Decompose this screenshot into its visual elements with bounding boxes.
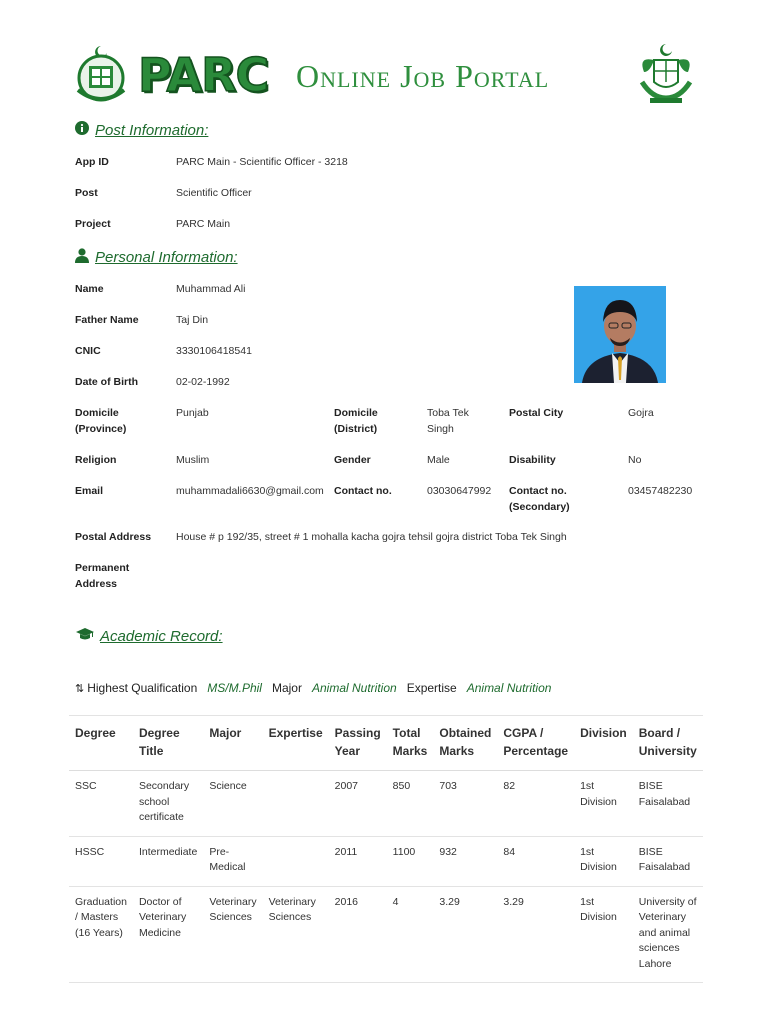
col-cgpa: CGPA / Percentage [497,716,574,771]
postal-address-label: Postal Address [75,531,152,543]
cell-total: 850 [387,771,434,837]
cell-degree: HSSC [69,836,133,886]
cell-major: Veterinary Sciences [203,886,262,983]
cell-division: 1st Division [574,836,633,886]
app-id-label: App ID [75,156,109,168]
major-label: Major [271,681,302,695]
info-icon [75,121,89,139]
highest-qualification-bar [75,681,551,695]
cell-major: Pre-Medical [203,836,262,886]
contact-secondary-label: Contact no. (Secondary) [509,485,570,513]
contact-value: 03030647992 [427,485,492,497]
cell-year: 2007 [329,771,387,837]
applicant-photo [574,286,666,383]
academic-table-wrap [69,715,699,983]
post-value: Scientific Officer [176,187,252,199]
cell-expertise [263,771,329,837]
academic-heading [76,628,223,645]
cell-major: Science [203,771,262,837]
domicile-district-value: Toba Tek Singh [427,407,469,435]
major-value: Animal Nutrition [311,681,397,695]
sort-icon: ⇅ [75,682,85,695]
name-label: Name [75,283,104,295]
personal-info-heading [75,248,238,267]
cell-division: 1st Division [574,886,633,983]
table-row [69,771,703,837]
academic-table [69,715,703,983]
cell-board: BISE Faisalabad [633,771,703,837]
post-info-title: Post Information: [95,121,209,139]
religion-label: Religion [75,454,117,466]
contact-label: Contact no. [334,485,392,497]
cell-cgpa: 82 [497,771,574,837]
cell-expertise [263,836,329,886]
col-total-marks: Total Marks [387,716,434,771]
col-major: Major [203,716,262,771]
cell-degree: SSC [69,771,133,837]
cell-degree-title: Intermediate [133,836,203,886]
cell-expertise: Veterinary Sciences [263,886,329,983]
religion-value: Muslim [176,454,210,466]
dob-label: Date of Birth [75,376,138,388]
permanent-address-label: Permanent Address [75,562,130,590]
cell-degree-title: Secondary school certificate [133,771,203,837]
postal-city-value: Gojra [628,407,654,419]
domicile-district-label: Domicile (District) [334,407,378,435]
col-obtained-marks: Obtained Marks [433,716,497,771]
expertise-value: Animal Nutrition [466,681,552,695]
col-board: Board / University [633,716,703,771]
expertise-label: Expertise [406,681,457,695]
portal-title: Online Job Portal [296,58,550,94]
email-value: muhammadali6630@gmail.com [176,485,324,497]
table-header-row [69,716,703,771]
domicile-province-value: Punjab [176,407,209,419]
contact-secondary-value: 03457482230 [628,485,693,497]
cell-division: 1st Division [574,771,633,837]
parc-logo-emblem [72,42,130,106]
father-name-value: Taj Din [176,314,209,326]
gender-label: Gender [334,454,371,466]
cnic-label: CNIC [75,345,101,357]
postal-city-label: Postal City [509,407,564,419]
cell-cgpa: 3.29 [497,886,574,983]
hq-label: Highest Qualification [87,681,198,695]
name-value: Muhammad Ali [176,283,246,295]
post-label: Post [75,187,98,199]
app-id-value: PARC Main - Scientific Officer - 3218 [176,156,348,168]
dob-value: 02-02-1992 [176,376,230,388]
gender-value: Male [427,454,450,466]
col-passing-year: Passing Year [329,716,387,771]
domicile-province-label: Domicile (Province) [75,407,127,435]
brand-name: PARC [138,48,269,102]
table-row [69,886,703,983]
father-name-label: Father Name [75,314,139,326]
disability-label: Disability [509,454,556,466]
cell-obtained: 703 [433,771,497,837]
table-row [69,836,703,886]
cell-cgpa: 84 [497,836,574,886]
hq-value: MS/M.Phil [207,681,262,695]
cell-year: 2016 [329,886,387,983]
state-emblem [636,42,696,106]
personal-info-title: Personal Information: [95,249,238,266]
post-info-heading [75,121,208,139]
cell-total: 1100 [387,836,434,886]
cell-board: BISE Faisalabad [633,836,703,886]
cell-board: University of Veterinary and animal sciences Lahore [633,886,703,983]
email-label: Email [75,485,104,497]
user-icon [75,248,89,267]
cnic-value: 3330106418541 [176,345,252,357]
postal-address-value: House # p 192/35, street # 1 mohalla kacha gojra tehsil gojra district Toba Tek Singh [176,531,567,543]
cell-year: 2011 [329,836,387,886]
col-degree: Degree [69,716,133,771]
cell-obtained: 3.29 [433,886,497,983]
col-degree-title: Degree Title [133,716,203,771]
project-value: PARC Main [176,218,231,230]
cell-degree: Graduation / Masters (16 Years) [69,886,133,983]
project-label: Project [75,218,111,230]
cell-degree-title: Doctor of Veterinary Medicine [133,886,203,983]
col-division: Division [574,716,633,771]
disability-value: No [628,454,642,466]
academic-title: Academic Record: [100,628,223,645]
col-expertise: Expertise [263,716,329,771]
cell-obtained: 932 [433,836,497,886]
cell-total: 4 [387,886,434,983]
graduation-cap-icon [76,628,94,645]
